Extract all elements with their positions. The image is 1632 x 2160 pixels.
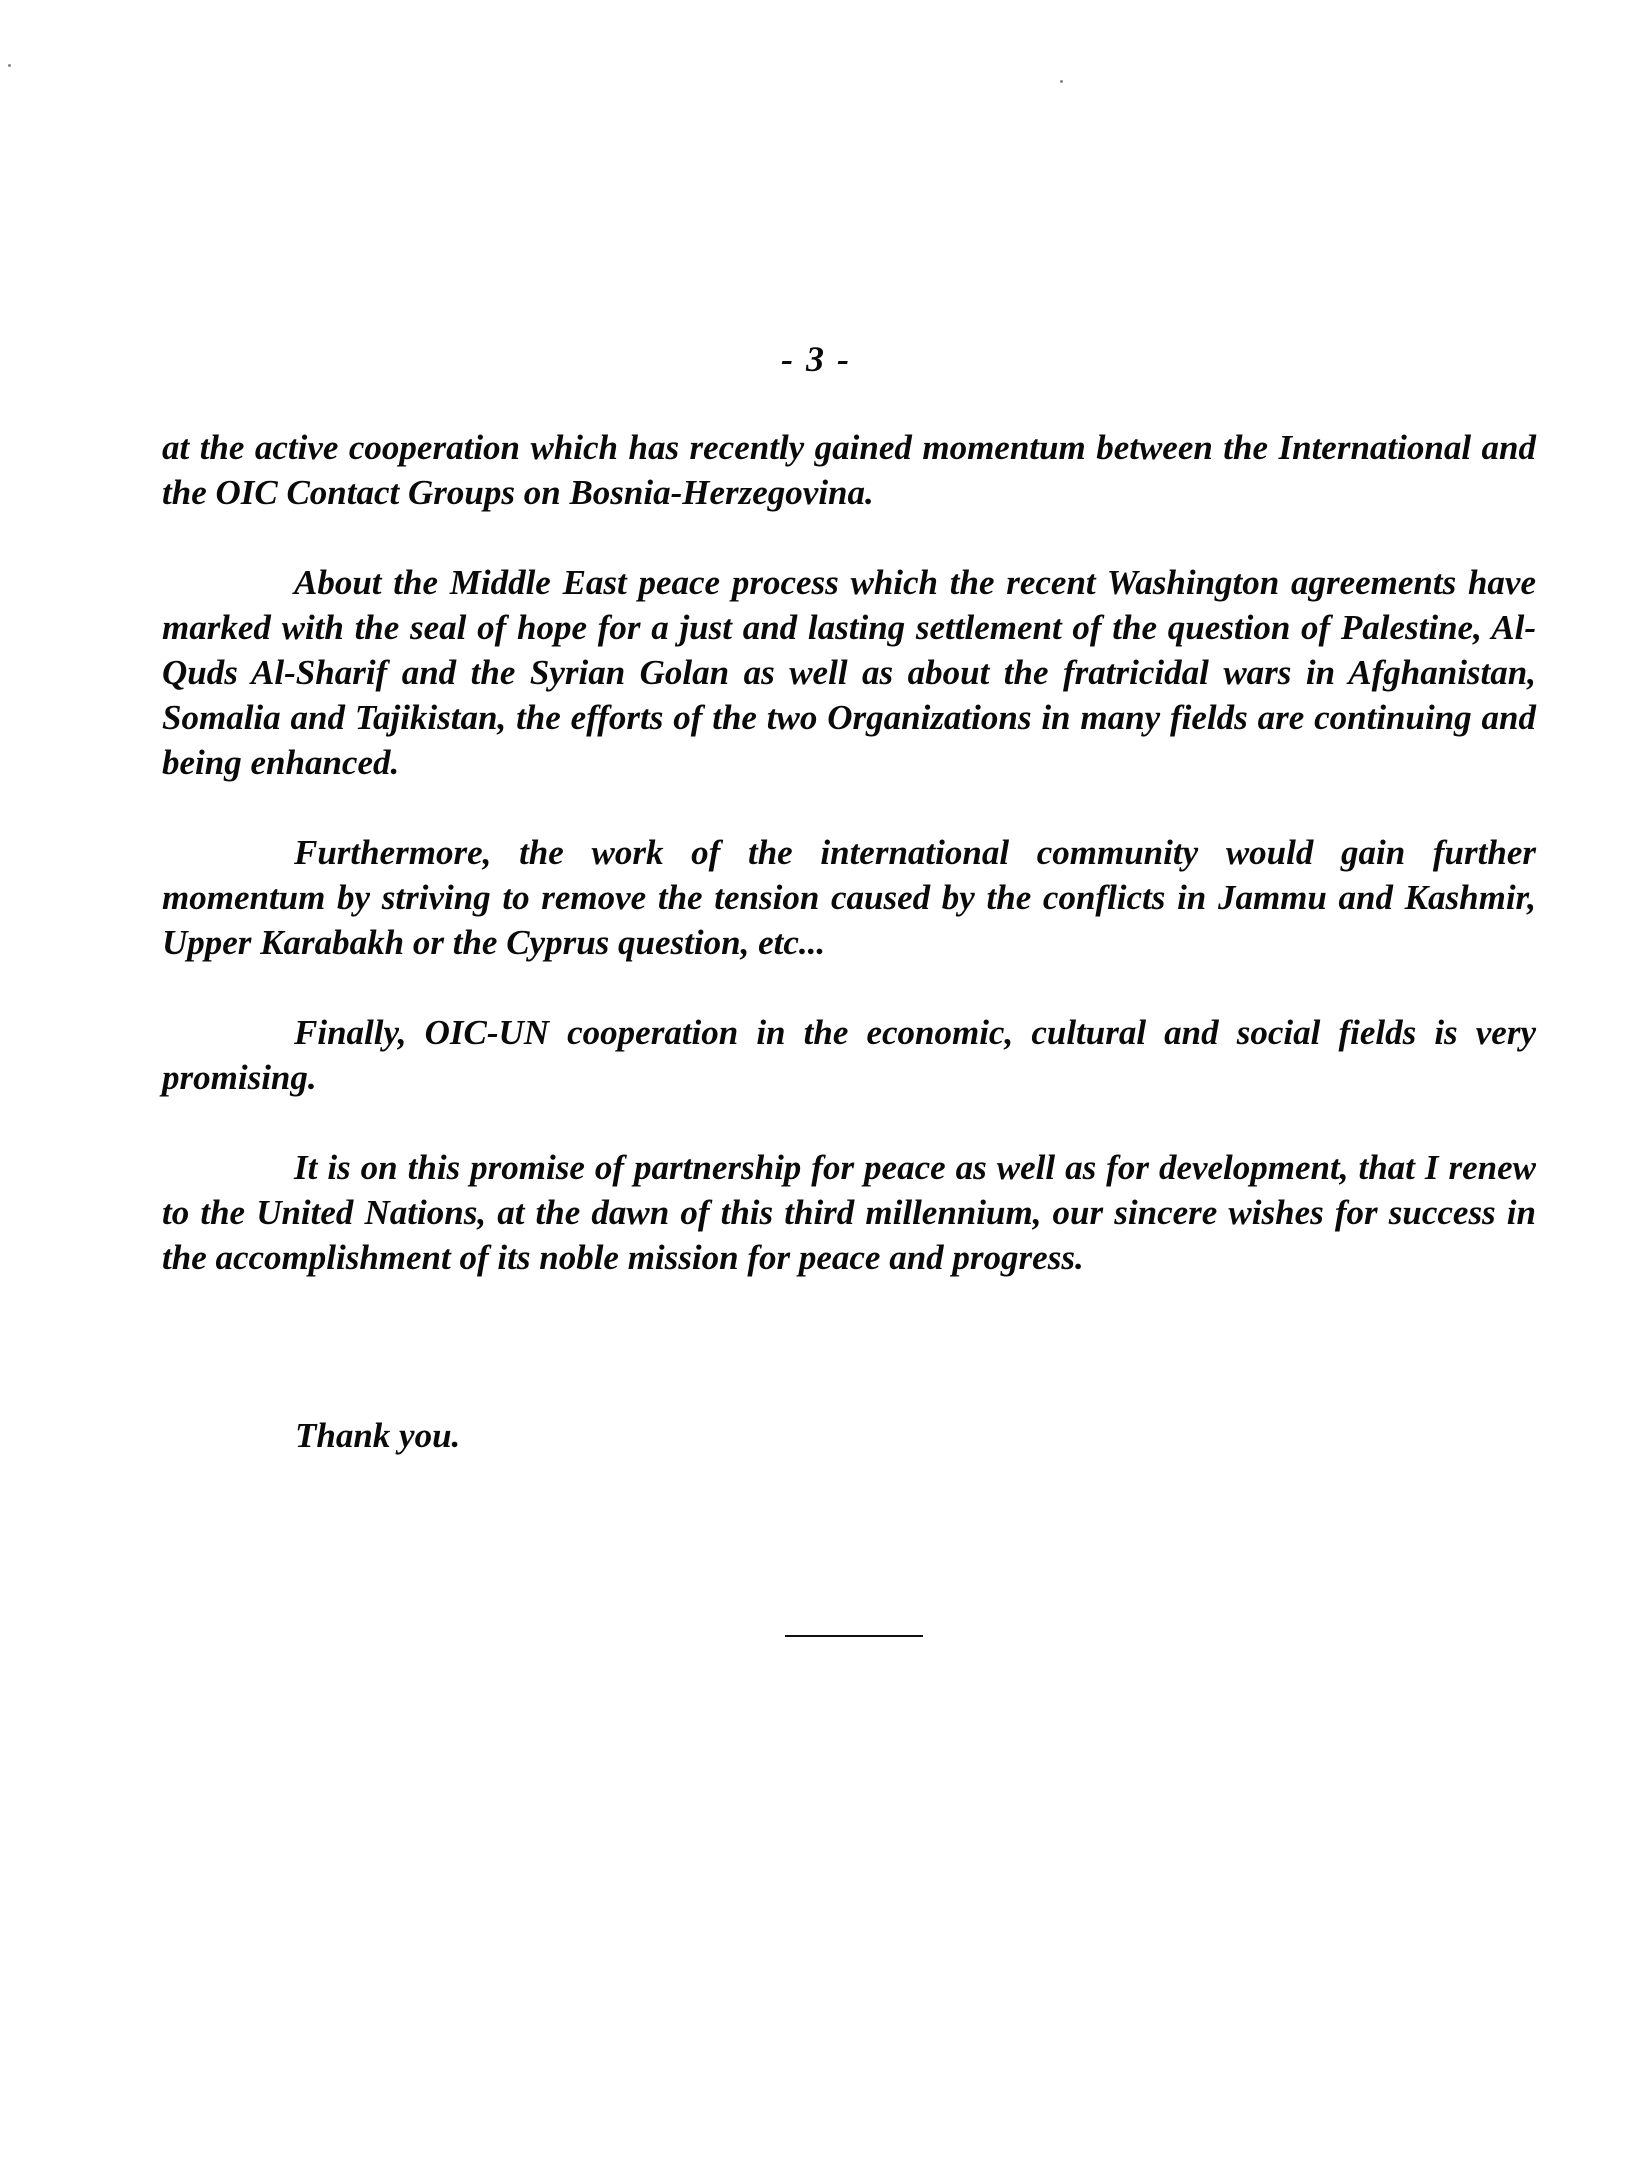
paragraph-finally: Finally, OIC-UN cooperation in the economic, cultural and social fields is very promising. xyxy=(162,1013,1536,1097)
paragraph-middle-east: About the Middle East peace process which the recent Washington agreements have marked with the seal of hope for a just and lasting settlement of the question of Palestine, Al-Quds Al-Sharif and the Syrian Golan as well as about the fratricidal wars in Afghanistan, Somalia and Tajikistan, the efforts of the two Organizations in many fields are continuing and being enhanced. xyxy=(162,563,1536,782)
paragraph-partnership: It is on this promise of partnership for peace as well as for development, that I renew to the United Nations, at the dawn of this third millennium, our sincere wishes for success in the accomplishment of its noble mission for peace and progress. xyxy=(162,1148,1536,1277)
scan-speck xyxy=(8,64,11,67)
closing-thanks: Thank you. xyxy=(295,1416,461,1455)
end-divider xyxy=(785,1635,923,1637)
scan-speck xyxy=(1060,80,1063,83)
page-number: - 3 - xyxy=(781,339,851,379)
paragraph-furthermore: Furthermore, the work of the international community would gain further momentum by striving to remove the tension caused by the conflicts in Jammu and Kashmir, Upper Karabakh or the Cyprus question, etc... xyxy=(162,833,1536,962)
paragraph-bosnia: at the active cooperation which has recently gained momentum between the International and the OIC Contact Groups on Bosnia-Herzegovina. xyxy=(162,428,1536,512)
body-text xyxy=(162,425,1536,1325)
